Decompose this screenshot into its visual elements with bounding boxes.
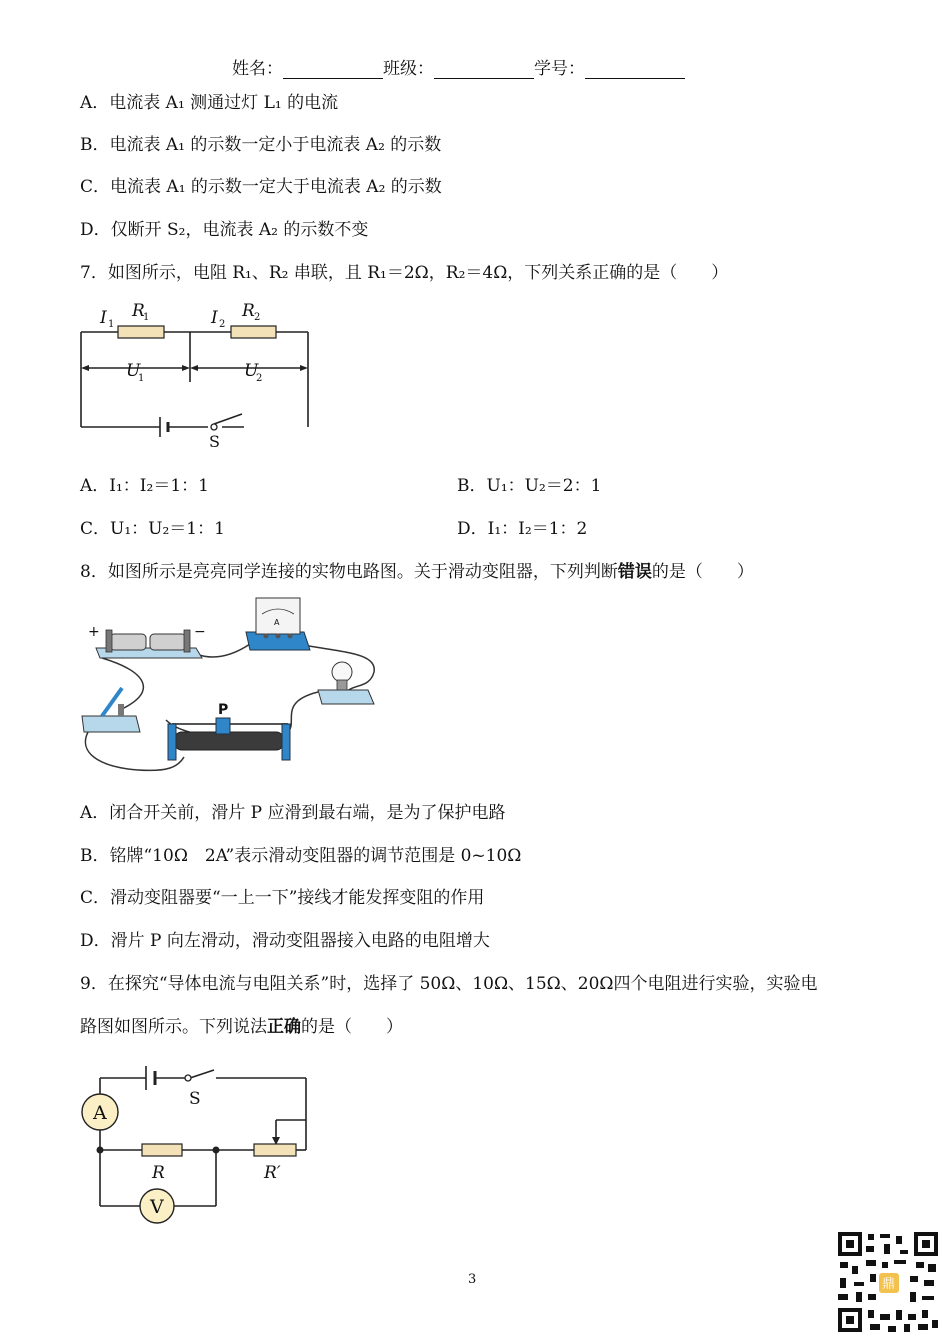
q6-option-a: A．电流表 A₁ 测通过灯 L₁ 的电流	[80, 93, 339, 113]
q7-label-i2-sub: 2	[219, 319, 226, 330]
q8-stem-pre: 8．如图所示是亮亮同学连接的实物电路图。关于滑动变阻器，下列判断	[80, 562, 618, 582]
q7-option-c: C．U₁：U₂＝1：1	[80, 519, 225, 539]
q9-stem-line1: 9．在探究“导体电流与电阻关系”时，选择了 50Ω、10Ω、15Ω、20Ω四个电阻进行实验，实验电	[80, 974, 818, 994]
q9-resistor-r	[142, 1144, 182, 1156]
q9-stem-pre: 路图如图所示。下列说法	[80, 1017, 267, 1037]
q8-ammeter-body	[256, 598, 300, 634]
q9-stem-post: 的是（ ）	[301, 1017, 403, 1037]
q8-ammeter-terminal-2	[276, 634, 281, 639]
q8-rheostat-slider	[216, 718, 230, 734]
q6-option-c: C．电流表 A₁ 的示数一定大于电流表 A₂ 的示数	[80, 177, 442, 197]
q8-stem	[80, 557, 754, 582]
q7-label-u1: U	[126, 361, 141, 381]
q7-label-i2: I	[211, 308, 218, 328]
q8-battery-clip-right	[184, 630, 190, 652]
q8-physical-circuit-figure	[78, 592, 398, 778]
q8-slider-label: P	[218, 702, 229, 718]
q8-lamp-base	[318, 690, 374, 704]
q7-label-r2-sub: 2	[254, 312, 261, 323]
q7-label-i1: I	[100, 308, 107, 328]
qr-badge-text: 鼎	[882, 1277, 896, 1292]
q7-r2-resistor	[231, 326, 276, 338]
q8-lamp-socket	[337, 680, 347, 690]
q7-switch-contact	[211, 424, 217, 430]
q8-stem-emphasis: 错误	[617, 562, 652, 582]
id-blank	[585, 62, 685, 79]
q7-circuit-figure	[76, 296, 316, 454]
q9-stem-line2	[80, 1012, 403, 1037]
q8-switch-contact	[118, 704, 124, 716]
q8-battery-clip-left	[106, 630, 112, 652]
header	[232, 54, 685, 79]
q7-label-r1: R	[132, 301, 145, 321]
q8-battery-1	[110, 634, 146, 650]
q7-r1-resistor	[118, 326, 164, 338]
q9-switch-contact	[185, 1075, 191, 1081]
q9-circuit-figure	[80, 1058, 320, 1228]
q8-plus-sign: +	[88, 624, 100, 640]
q8-option-d: D．滑片 P 向左滑动，滑动变阻器接入电路的电阻增大	[80, 931, 490, 951]
q7-label-u2-sub: 2	[256, 373, 263, 384]
id-label: 学号：	[534, 59, 585, 79]
q8-ammeter-label: A	[274, 618, 280, 627]
q8-option-a: A．闭合开关前，滑片 P 应滑到最右端，是为了保护电路	[80, 803, 506, 823]
q7-option-a: A．I₁：I₂＝1：1	[80, 476, 209, 496]
q9-voltmeter-label: V	[150, 1196, 164, 1218]
class-label: 班级：	[383, 59, 434, 79]
name-blank	[283, 62, 383, 79]
q7-option-b: B．U₁：U₂＝2：1	[457, 476, 602, 496]
q7-label-r2: R	[242, 301, 255, 321]
q9-ammeter-label: A	[93, 1102, 107, 1124]
q9-junction-right	[213, 1147, 220, 1154]
q7-label-u2: U	[244, 361, 259, 381]
qr-code-icon	[836, 1230, 940, 1334]
q8-ammeter-terminal-3	[288, 634, 293, 639]
q7-label-i1-sub: 1	[108, 319, 115, 330]
class-blank	[434, 62, 534, 79]
q8-stem-post: 的是（ ）	[651, 562, 754, 582]
q8-switch-base	[82, 716, 140, 732]
q7-label-r1-sub: 1	[143, 312, 150, 323]
name-label: 姓名：	[232, 59, 283, 79]
q9-switch-label: S	[189, 1089, 201, 1109]
q6-option-b: B．电流表 A₁ 的示数一定小于电流表 A₂ 的示数	[80, 135, 442, 155]
q8-rheostat-end-right	[282, 724, 290, 760]
q9-stem-emphasis: 正确	[267, 1017, 301, 1037]
q8-option-b: B．铭牌“10Ω 2A”表示滑动变阻器的调节范围是 0~10Ω	[80, 846, 522, 866]
q9-resistor-label: R	[152, 1163, 165, 1183]
q7-stem: 7．如图所示，电阻 R₁、R₂ 串联，且 R₁＝2Ω，R₂＝4Ω，下列关系正确的是（ ）	[80, 263, 729, 283]
q7-option-d: D．I₁：I₂＝1：2	[457, 519, 588, 539]
q8-minus-sign: −	[194, 624, 206, 640]
q9-junction-left	[97, 1147, 104, 1154]
q8-lamp-bulb	[332, 662, 352, 682]
q8-rheostat-end-left	[168, 724, 176, 760]
q8-ammeter-terminal-1	[264, 634, 269, 639]
q8-battery-2	[150, 634, 186, 650]
q8-rheostat-coil	[174, 732, 284, 750]
q7-label-u1-sub: 1	[138, 373, 145, 384]
q8-option-c: C．滑动变阻器要“一上一下”接线才能发挥变阻的作用	[80, 888, 485, 908]
q7-label-s: S	[209, 432, 220, 451]
q6-option-d: D．仅断开 S₂，电流表 A₂ 的示数不变	[80, 220, 369, 240]
page-number: 3	[468, 1272, 477, 1287]
q9-rheostat-label: R′	[264, 1163, 281, 1183]
q9-rheostat-r-prime	[254, 1144, 296, 1156]
